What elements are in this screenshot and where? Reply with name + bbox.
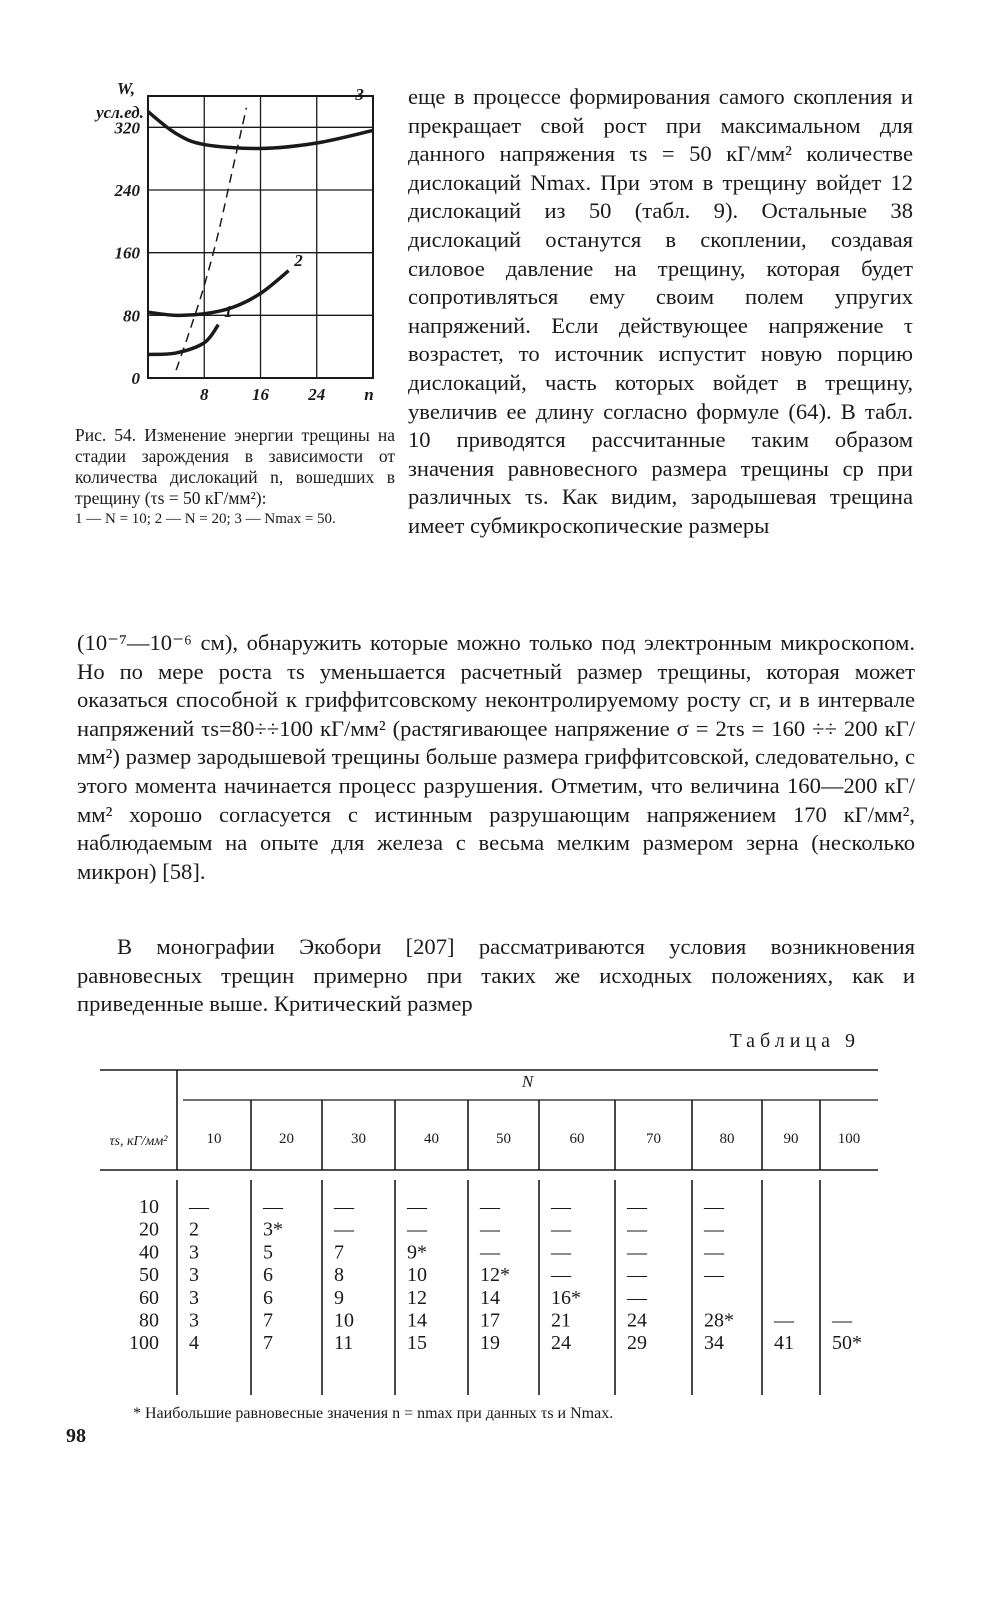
table-cell: —: [407, 1218, 427, 1241]
table-cell: 34: [704, 1332, 724, 1355]
table-cell: 14: [480, 1286, 500, 1309]
table-cell: —: [627, 1196, 647, 1218]
table-cell: 3*: [263, 1218, 283, 1241]
table-cell: 29: [627, 1332, 647, 1355]
table-cell: 7: [263, 1309, 273, 1332]
x-axis-label: n: [364, 385, 374, 404]
table-cell: 9: [334, 1286, 344, 1309]
table-row-tau: 40: [139, 1241, 159, 1264]
table-col-header: 50: [496, 1131, 511, 1147]
table-cell: —: [334, 1196, 354, 1218]
table-cell: 24: [627, 1309, 647, 1332]
series-label-1: 1: [223, 301, 233, 321]
table-cell: —: [263, 1196, 283, 1218]
table-row-tau: 60: [139, 1286, 159, 1309]
table-col-header: 20: [279, 1131, 294, 1147]
y-tick-label: 0: [131, 369, 140, 388]
caption-text: Рис. 54. Изменение энергии трещины на стадии зарождения в зависимости от количества дислокаций n, вошедших в трещину (τs = 50 кГ/мм²):: [75, 425, 395, 508]
x-tick-label: 8: [200, 385, 209, 404]
y-tick-label: 320: [114, 118, 140, 138]
table-cell: 8: [334, 1264, 344, 1287]
table-col-header: 60: [569, 1131, 585, 1147]
table-cell: 7: [334, 1241, 344, 1264]
x-tick-label: 16: [252, 385, 269, 404]
table-row-tau: 50: [139, 1264, 159, 1287]
table-cell: —: [334, 1218, 354, 1241]
paragraph-right-column: еще в процессе формирования самого скопления и прекращает свой рост при максимальном для данного напряжения τs = 50 кГ/мм² количестве дислокаций Nmax. При этом в трещину войдет 12 дислокаций из 50 (табл. 9). Остальные 38 дислокаций останутся в скоплении, создавая силовое давление на трещину, которая будет сопротивляться ему своим полем упругих напряжений. Если действующее напряжение τ возрастет, то источник испустит новую порцию дислокаций, часть которых войдет в трещину, увеличив ее длину согласно формуле (64). В табл. 10 приводятся рассчитанные таким образом значения равновесного размера трещины cp при различных τs. Как видим, зародышевая трещина имеет субмикроскопические размеры: [408, 84, 913, 538]
table-cell: —: [704, 1241, 724, 1264]
figure-caption: [75, 425, 395, 528]
table-cell: 21: [551, 1309, 571, 1332]
table-col-header: 10: [206, 1131, 222, 1147]
table-cell: 6: [263, 1264, 273, 1287]
paragraph-ekobori: В монографии Экобори [207] рассматриваются условия возникновения равновесных трещин примерно при таких же исходных положениях, как и приведенные выше. Критический размер: [77, 934, 915, 1017]
table-cell: —: [704, 1218, 724, 1241]
series-label-3: 3: [355, 84, 364, 104]
y-tick-label: 160: [114, 243, 140, 263]
table-cell: —: [480, 1196, 500, 1218]
table-cell: —: [551, 1264, 571, 1287]
table-cell: 24: [551, 1332, 571, 1355]
table-group-header: N: [521, 1072, 534, 1091]
table-cell: 41: [774, 1332, 794, 1355]
table-cell: 50*: [832, 1332, 862, 1355]
paragraph-full-width: (10⁻⁷—10⁻⁶ см), обнаружить которые можно только под электронным микроскопом. Но по мере роста τs уменьшается расчетный размер трещины, которая может оказаться способной к гриффитсовскому неконтролируемому росту cг, и в интервале напряжений τs=80÷÷100 кГ/мм² (растягивающее напряжение σ = 2τs = 160 ÷÷ 200 кГ/мм²) размер зародышевой трещины больше размера гриффитсовской, следовательно, с этого момента начинается процесс разрушения. Отметим, что величина 160—200 кГ/мм² хорошо согласуется с истинным разрушающим напряжением 170 кГ/мм², наблюдаемым на опыте для железа с весьма мелким размером зерна (несколько микрон) [58].: [77, 630, 915, 884]
table-cell: 19: [480, 1332, 500, 1355]
table-cell: 9*: [407, 1241, 427, 1264]
caption-legend: 1 — N = 10; 2 — N = 20; 3 — Nmax = 50.: [75, 511, 336, 527]
table-cell: —: [704, 1196, 724, 1218]
table-col-header: 30: [351, 1131, 366, 1147]
table-row-tau: 10: [139, 1196, 159, 1218]
table-cell: —: [551, 1218, 571, 1241]
table-cell: —: [774, 1309, 794, 1332]
table-cell: 10: [407, 1264, 427, 1287]
table-cell: 3: [189, 1241, 199, 1264]
page-number: 98: [66, 1425, 86, 1447]
figure-54: [70, 78, 400, 418]
table-cell: —: [480, 1218, 500, 1241]
x-tick-label: 24: [308, 385, 326, 404]
table-cell: 12*: [480, 1264, 510, 1287]
table-cell: 6: [263, 1286, 273, 1309]
table-cell: —: [704, 1264, 724, 1287]
y-tick-label: 240: [114, 181, 140, 200]
table-grid: [100, 1065, 878, 1395]
table-cell: 12: [407, 1286, 427, 1309]
y-axis-label: W,: [116, 79, 136, 98]
energy-chart: [70, 78, 400, 404]
series-line-2: [148, 271, 289, 316]
table-cell: 4: [189, 1332, 199, 1355]
table-cell: —: [551, 1241, 571, 1264]
table-row-tau: 100: [129, 1332, 159, 1355]
table-cell: —: [551, 1196, 571, 1218]
table-cell: 3: [189, 1286, 199, 1309]
table-col-header: 70: [646, 1131, 661, 1147]
table-cell: —: [480, 1241, 500, 1264]
table-footnote: * Наибольшие равновесные значения n = nmax при данных τs и Nmax.: [133, 1405, 614, 1422]
table-cell: —: [627, 1264, 647, 1287]
table-row-tau: 80: [139, 1309, 159, 1332]
table-cell: 3: [189, 1309, 199, 1332]
table-cell: —: [189, 1196, 209, 1218]
table-cell: —: [407, 1196, 427, 1218]
table-cell: 3: [189, 1264, 199, 1287]
table-cell: 17: [480, 1309, 500, 1332]
y-axis-unit: усл.ед.: [96, 103, 144, 122]
table-cell: 14: [407, 1309, 427, 1332]
table-cell: 11: [334, 1332, 354, 1355]
table-row-tau: 20: [139, 1218, 159, 1241]
table-col-header: 90: [783, 1131, 799, 1147]
table-col-header: 80: [719, 1131, 735, 1147]
table-title: Таблица 9: [729, 1030, 860, 1052]
y-tick-label: 80: [123, 306, 140, 326]
table-col-header: 40: [424, 1131, 439, 1147]
table-row-header: τs, кГ/мм²: [109, 1134, 168, 1149]
series-label-2: 2: [294, 250, 303, 270]
table-9: [100, 1065, 878, 1395]
table-cell: 2: [189, 1218, 199, 1241]
table-cell: —: [832, 1309, 852, 1332]
table-cell: 10: [334, 1309, 354, 1332]
table-cell: —: [627, 1241, 647, 1264]
table-col-header: 100: [837, 1131, 861, 1147]
table-cell: —: [627, 1286, 647, 1309]
table-cell: 7: [263, 1332, 273, 1355]
table-cell: 5: [263, 1241, 273, 1264]
table-cell: 28*: [704, 1309, 734, 1332]
table-cell: —: [627, 1218, 647, 1241]
table-cell: 16*: [551, 1286, 581, 1309]
table-cell: 15: [407, 1332, 427, 1355]
